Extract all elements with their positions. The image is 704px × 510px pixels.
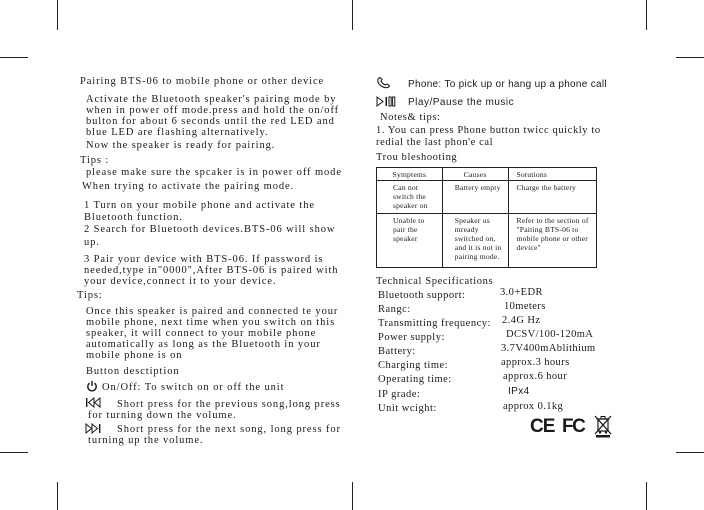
phone-description: Phone: To pick up or hang up a phone call — [408, 79, 607, 90]
crop-mark — [352, 482, 353, 510]
crop-mark — [676, 452, 704, 453]
pairing-title: Pairing BTS-06 to mobile phone or other device — [80, 76, 325, 87]
pairing-line: bulton for about 6 seconds until the red LED and — [86, 116, 335, 127]
spec-label: IP grade: — [378, 389, 421, 400]
troubleshooting-title: Trou bleshooting — [376, 152, 458, 163]
spec-label: Power supply: — [378, 332, 445, 343]
power-icon — [86, 380, 98, 392]
spec-value: 3.0+EDR — [500, 287, 543, 298]
table-cell: Battery empty — [442, 181, 508, 214]
previous-description: for turning down the volume. — [88, 410, 237, 421]
tips-line: speaker, it will connect to your mobile phone — [86, 328, 317, 339]
play-description: Play/Pause the music — [408, 97, 515, 108]
next-track-icon — [85, 423, 103, 434]
specs-title: Technical Specifications — [376, 276, 494, 287]
spec-value: DCSV/100-120mA — [506, 329, 594, 340]
step-line: 1 Turn on your mobile phone and activate the — [84, 200, 315, 211]
table-cell: Speaker us mready switched on, and it is not in pairing mode. — [442, 214, 508, 268]
step-line: 2 Search for Bluetooth devices.BTS-06 will show — [84, 224, 336, 235]
crop-mark — [352, 0, 353, 30]
table-row — [377, 181, 597, 214]
phone-icon — [376, 77, 392, 89]
crop-mark — [0, 57, 28, 58]
spec-label: Bluetooth support: — [378, 290, 466, 301]
crop-mark — [676, 57, 704, 58]
previous-track-icon — [85, 397, 101, 408]
weee-bin-icon — [593, 414, 613, 438]
pairing-line: blue LED are flashing alternatively. — [86, 127, 269, 138]
step-line: Bluetooth function. — [84, 212, 183, 223]
spec-label: Transmitting frequency: — [378, 318, 491, 329]
tips-label: Tips : — [80, 155, 110, 166]
spec-label: Unit wcight: — [378, 403, 437, 414]
play-pause-icon — [376, 96, 396, 107]
pairing-line: Activate the Bluetooth speaker's pairing mode by — [86, 94, 337, 105]
ce-mark: CE — [530, 416, 555, 437]
spec-label: Charging time: — [378, 360, 449, 371]
step-line: needed,type in"0000",After BTS-06 is paired with — [84, 265, 339, 276]
pairing-line: when in power off mode.press and hold the on/off — [86, 105, 340, 116]
spec-label: Rangc: — [378, 304, 411, 315]
step-line: 3 Pair your device with BTS-06. If password is — [84, 254, 324, 265]
table-header: Causes — [442, 168, 508, 181]
button-description-label: Button desctiption — [86, 366, 180, 377]
next-description: Short press for the next song, long press for — [117, 424, 341, 435]
spec-value: 2.4G Hz — [502, 315, 541, 326]
notes-label: Notes& tips: — [380, 112, 441, 123]
spec-value: 10meters — [504, 301, 546, 312]
tips-line: automatically as long as the Bluetooth in your — [86, 339, 321, 350]
tips-line: When trying to activate the pairing mode. — [82, 181, 295, 192]
spec-value: IPx4 — [508, 386, 530, 397]
table-header: Sotutions — [508, 168, 597, 181]
troubleshooting-table — [376, 167, 597, 268]
tips-line: mobile phone, next time when you switch on this — [86, 317, 336, 328]
table-header: Symptems — [377, 168, 443, 181]
spec-value: approx.6 hour — [503, 371, 568, 382]
crop-mark — [646, 482, 647, 510]
step-line: up. — [84, 237, 100, 248]
tips-line: Once this speaker is paired and connected te your — [86, 306, 339, 317]
spec-value: approx 0.1kg — [503, 401, 564, 412]
next-description: turning up the volume. — [88, 435, 204, 446]
crop-mark — [57, 0, 58, 30]
notes-line: 1. You can press Phone button twicc quickly to — [376, 125, 601, 136]
crop-mark — [0, 452, 28, 453]
table-cell: Refer to the section of "Paiting BTS-06 to mobile phone or other device" — [508, 214, 597, 268]
table-row — [377, 214, 597, 268]
tips-label: Tips: — [77, 290, 103, 301]
spec-value: 3.7V400mAblithium — [501, 343, 596, 354]
spec-label: Operating time: — [378, 374, 452, 385]
pairing-line: Now the speaker is ready for pairing. — [86, 140, 276, 151]
fcc-mark: FC — [562, 416, 585, 437]
step-line: your device,connect it to your device. — [84, 276, 277, 287]
crop-mark — [57, 482, 58, 510]
table-header-row — [377, 168, 597, 181]
spec-label: Battery: — [378, 346, 416, 357]
tips-line: please make sure the spcaker is in power off mode — [86, 167, 342, 178]
spec-value: approx.3 hours — [501, 357, 570, 368]
tips-line: mobile phone is on — [86, 350, 183, 361]
table-cell: Can not switch the speaker on — [377, 181, 443, 214]
table-cell: Unable to pair the speaker — [377, 214, 443, 268]
notes-line: redial the last phon'e cal — [376, 137, 494, 148]
onoff-description: On/Off: To switch on or off the unit — [102, 382, 285, 393]
table-cell: Charge the battery — [508, 181, 597, 214]
crop-mark — [646, 0, 647, 30]
previous-description: Short press for the previous song,long press — [117, 399, 341, 410]
